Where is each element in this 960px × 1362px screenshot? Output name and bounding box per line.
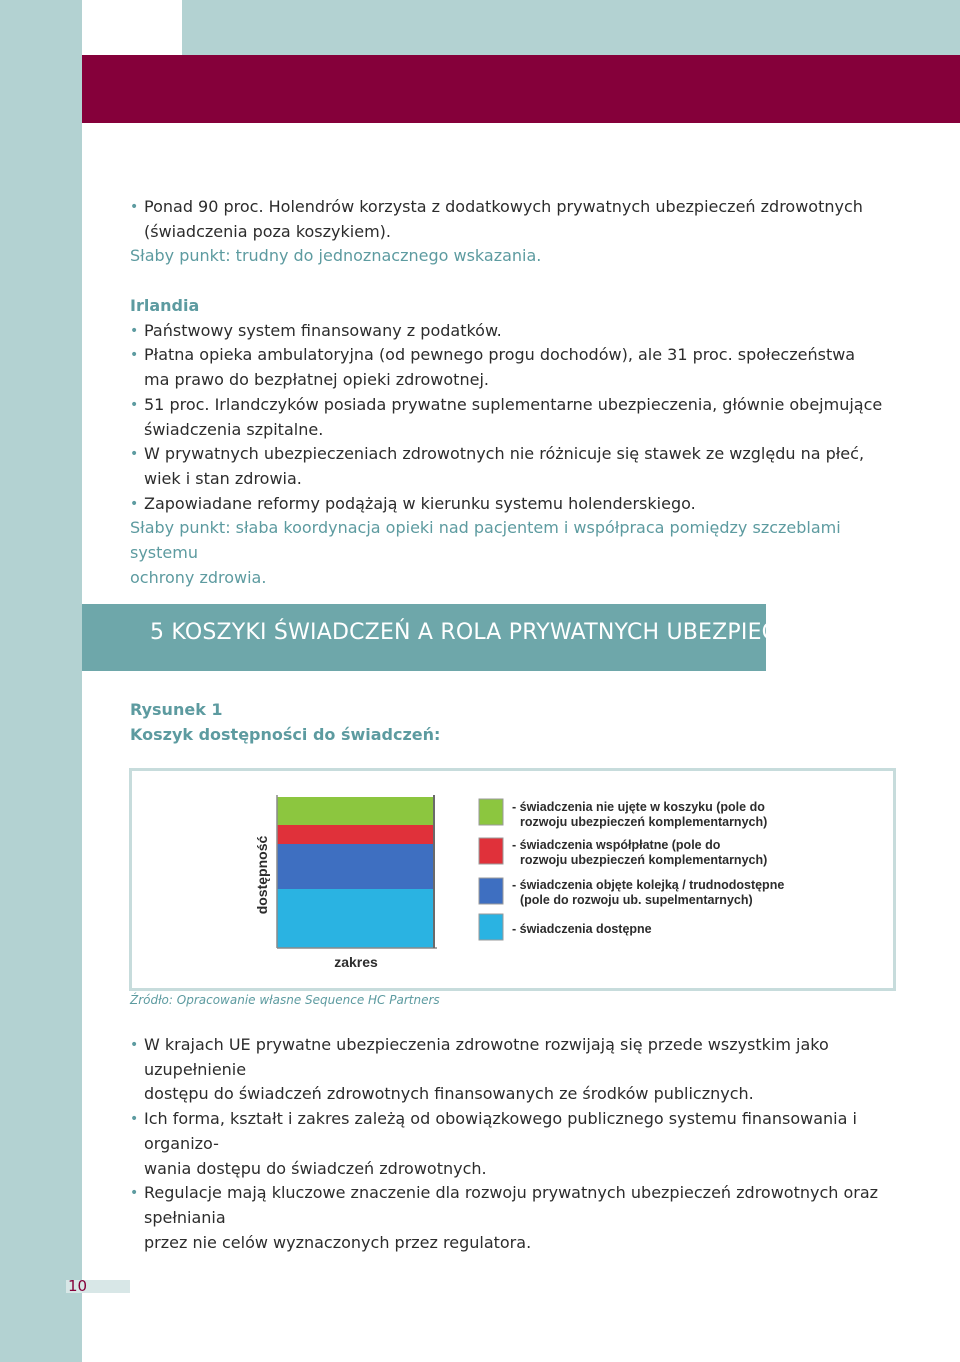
bullet-icon: • [130,446,139,463]
page-number: 10 [68,1277,88,1295]
bullet-icon: • [130,495,139,512]
blue-segment [277,844,434,889]
bullet-icon: • [130,322,139,339]
list-item: • Ich forma, kształt i zakres zależą od obowiązkowego publicznego systemu finansowania i organizo- wania dostępu do świadczeń zdrowotnych. [130,1109,857,1178]
y-axis-label: dostępność [254,835,270,915]
top-decorative-band [182,0,960,55]
x-axis-label: zakres [334,954,378,970]
left-decorative-band [0,0,82,1362]
legend-swatch-blue [479,878,503,904]
figure-label: Rysunek 1 Koszyk dostępności do świadczeń: [130,700,441,744]
list-item: • Państwowy system finansowany z podatków. [130,319,900,344]
list-item: • Ponad 90 proc. Holendrów korzysta z dodatkowych prywatnych ubezpieczeń zdrowotnych (świadczenia poza koszykiem). [130,197,863,241]
summary-section [130,1033,902,1255]
ireland-section [130,294,900,590]
cyan-segment [277,889,434,948]
legend-label: - świadczenia objęte kolejką / trudnodostępne [512,878,785,892]
list-item: • W prywatnych ubezpieczeniach zdrowotnych nie różnicuje się stawek ze względu na płeć, wiek i stan zdrowia. [130,444,865,488]
bullet-icon: • [130,1037,139,1053]
intro-section [130,195,900,269]
legend-label: - świadczenia nie ujęte w koszyku (pole do [512,800,765,814]
bullet-icon: • [130,1185,139,1202]
bullet-icon: • [130,396,139,413]
availability-diagram [132,771,893,988]
ireland-weak-point: Słaby punkt: słaba koordynacja opieki nad pacjentem i współpraca pomiędzy szczeblami systemu ochrony zdrowia. [130,518,841,587]
list-item: • W krajach UE prywatne ubezpieczenia zdrowotne rozwijają się przede wszystkim jako uzupełnienie dostępu do świadczeń zdrowotnych finansowanych ze środków publicznych. [130,1035,829,1104]
legend-swatch-green [479,799,503,825]
red-bar [277,825,434,844]
green-segment [277,797,434,825]
bullet-icon: • [130,1111,139,1128]
intro-weak-point: Słaby punkt: trudny do jednoznacznego wskazania. [130,246,542,266]
legend-label: (pole do rozwoju ub. supelmentarnych) [520,893,753,907]
figure-source: Źródło: Opracowanie własne Sequence HC Partners [130,993,440,1007]
legend-label: - świadczenia dostępne [512,922,652,936]
legend-swatch-cyan [479,914,503,940]
section-banner [82,604,824,671]
legend-label: rozwoju ubezpieczeń komplementarnych) [520,853,768,867]
bullet-icon: • [130,199,139,215]
legend-label: - świadczenia współpłatne (pole do [512,838,721,852]
legend-swatch-red [479,838,503,864]
bullet-icon: • [130,347,139,364]
list-item: • Zapowiadane reformy podążają w kierunku systemu holenderskiego. [130,492,900,517]
figure-frame [129,768,896,991]
ireland-heading: Irlandia [130,296,200,315]
section-title: 5 KOSZYKI ŚWIADCZEŃ A ROLA PRYWATNYCH UBEZPIECZEŃ [150,620,824,645]
list-item: • 51 proc. Irlandczyków posiada prywatne suplementarne ubezpieczenia, głównie obejmujące świadczenia szpitalne. [130,394,883,439]
header-bar [82,55,960,123]
list-item: • Płatna opieka ambulatoryjna (od pewnego progu dochodów), ale 31 proc. społeczeństwa ma prawo do bezpłatnej opieki zdrowotnej. [130,345,856,390]
list-item: • Regulacje mają kluczowe znaczenie dla rozwoju prywatnych ubezpieczeń zdrowotnych oraz spełniania przez nie celów wyznaczonych przez regulatora. [130,1183,879,1252]
legend-label: rozwoju ubezpieczeń komplementarnych) [520,815,768,829]
